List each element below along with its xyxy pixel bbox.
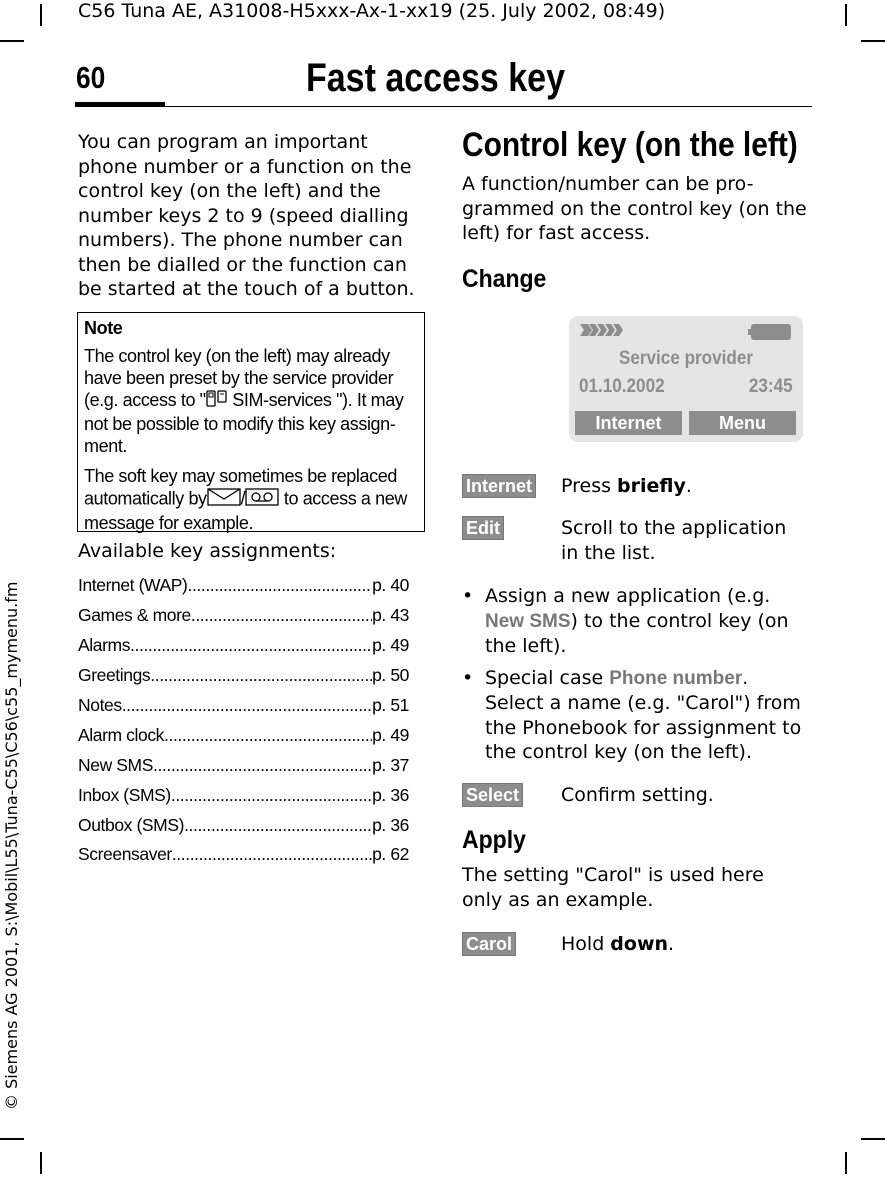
display-time: 23:45: [749, 376, 793, 397]
step-internet: [462, 474, 536, 498]
note-box: [77, 312, 425, 532]
step-edit: [462, 516, 504, 540]
crop-mark: [845, 1152, 847, 1174]
step-carol: [462, 932, 516, 956]
section-intro: A function/number can be pro-grammed on the control key (on the left) for fast access.: [462, 173, 807, 244]
list-item: [78, 601, 409, 631]
list-item-name: Greetings: [78, 665, 151, 686]
left-softkey-internet[interactable]: Internet: [575, 411, 682, 435]
bullet-list: [462, 584, 807, 772]
display-date: 01.10.2002: [579, 376, 665, 397]
leader-dots: [130, 635, 372, 656]
bullet-text: Assign a new application (e.g. New SMS) to the control key (on the left).: [485, 585, 789, 657]
document-header: C56 Tuna AE, A31008-H5xxx-Ax-1-xx19 (25. July 2002, 08:49): [78, 0, 666, 22]
sim-services-icon: [206, 390, 228, 413]
leader-dots: [191, 605, 372, 626]
copyright-side-note: © Siemens AG 2001, S:\Mobil\L55\Tuna-C55\C56\c55_mymenu.fm: [2, 581, 21, 1110]
key-assignment-list: [78, 571, 409, 870]
list-item-name: Internet (WAP): [78, 575, 188, 596]
step-select: [462, 783, 523, 807]
crop-mark: [40, 1152, 42, 1174]
step-select-text: Confirm setting.: [561, 784, 714, 806]
battery-icon: [748, 323, 792, 345]
note-text: The soft key may sometimes be replaced automatically by: [84, 465, 397, 508]
step-text: .: [685, 475, 692, 497]
step-text: Hold: [561, 933, 611, 955]
bullet-text: Special case Phone number. Select a name (e.g. "Carol") from the Phonebook for assignment to the control key (on the left).: [485, 666, 802, 763]
note-paragraph-2: [84, 465, 418, 534]
leader-dots: [153, 755, 372, 776]
leader-dots: [187, 575, 372, 596]
crop-mark: [861, 40, 885, 42]
page-title: Fast access key: [306, 56, 565, 100]
note-paragraph-1: [84, 345, 418, 457]
list-item-name: Outbox (SMS): [78, 814, 185, 835]
list-item: [78, 750, 409, 780]
list-item-page: p. 37: [372, 754, 409, 775]
note-title: Note: [84, 318, 123, 338]
bullet-dot: •: [462, 585, 474, 607]
header-rule: [75, 106, 812, 107]
phone-display: [569, 316, 803, 442]
list-item-page: p. 36: [372, 814, 409, 835]
service-provider-text: Service provider: [618, 348, 754, 369]
list-item: [78, 661, 409, 691]
available-assignments-label: Available key assignments:: [78, 540, 337, 562]
step-emphasis: down: [610, 933, 669, 955]
note-text: SIM-services "). It may not be possible to modify this key assign-ment.: [84, 390, 404, 456]
envelope-icon: [207, 487, 241, 512]
crop-mark: [0, 1138, 24, 1140]
crop-mark: [40, 4, 42, 26]
list-item-name: Notes: [78, 695, 122, 715]
leader-dots: [122, 695, 372, 716]
select-softkey[interactable]: Select: [462, 783, 523, 807]
list-item-name: Inbox (SMS): [78, 784, 171, 805]
note-text: to access a new message for example.: [84, 488, 407, 533]
list-item-page: p. 49: [372, 724, 409, 745]
step-text: .: [668, 933, 675, 955]
leader-dots: [164, 725, 372, 746]
list-item: [78, 631, 409, 661]
leader-dots: [150, 665, 372, 686]
step-carol-text: [561, 932, 809, 957]
list-item-name: Games & more: [78, 605, 191, 626]
right-softkey-menu[interactable]: Menu: [689, 411, 796, 435]
list-item-page: p. 62: [372, 844, 409, 865]
signal-strength-icon: [580, 322, 626, 342]
change-heading: Change: [462, 265, 547, 293]
list-item-name: Alarm clock: [78, 724, 165, 745]
list-item-page: p. 43: [372, 605, 409, 626]
step-edit-text: Scroll to the application in the list.: [561, 517, 787, 564]
edit-softkey[interactable]: Edit: [462, 516, 504, 540]
list-item-name: New SMS: [78, 754, 153, 775]
list-item-page: p. 51: [372, 695, 409, 715]
page-number: 60: [76, 60, 106, 95]
list-item-page: p. 40: [372, 575, 409, 596]
list-item: [78, 571, 409, 601]
internet-softkey[interactable]: Internet: [462, 474, 536, 498]
list-item: [78, 810, 409, 840]
list-item: [78, 840, 409, 870]
ui-term: Phone number: [609, 667, 743, 689]
section-heading: Control key (on the left): [462, 126, 798, 164]
carol-softkey[interactable]: Carol: [462, 932, 516, 956]
voicemail-icon: [245, 487, 279, 512]
intro-paragraph: You can program an important phone number or a function on the control key (on the left) and the number keys 2 to 9 (speed dialling numbers). The phone number can then be dialled or the function can be started at the touch of a button.: [78, 131, 415, 300]
leader-dots: [172, 844, 372, 865]
list-item-name: Alarms: [78, 635, 131, 656]
apply-heading: Apply: [462, 826, 526, 854]
list-item-page: p. 36: [372, 784, 409, 805]
list-item-page: p. 49: [372, 635, 409, 656]
ui-term: New SMS: [485, 610, 571, 632]
list-item: [78, 780, 409, 810]
apply-text: The setting "Carol" is used here only as an example.: [462, 864, 764, 911]
step-text: Press: [561, 475, 618, 497]
note-separator: /: [240, 488, 246, 508]
bullet-item: [462, 666, 807, 765]
step-emphasis: briefly: [617, 475, 686, 497]
leader-dots: [171, 785, 372, 806]
bullet-dot: •: [462, 666, 474, 689]
crop-mark: [845, 4, 847, 26]
list-item: [78, 691, 409, 721]
list-item-page: p. 50: [372, 665, 409, 686]
note-text: The control key (on the left) may already have been preset by the service provider (e.g. access to ": [84, 346, 394, 410]
list-item: [78, 720, 409, 750]
bullet-item: [462, 584, 807, 659]
crop-mark: [861, 1138, 885, 1140]
list-item-name: Screensaver: [78, 844, 172, 865]
leader-dots: [184, 815, 372, 836]
crop-mark: [0, 40, 24, 42]
step-internet-text: [561, 474, 809, 499]
